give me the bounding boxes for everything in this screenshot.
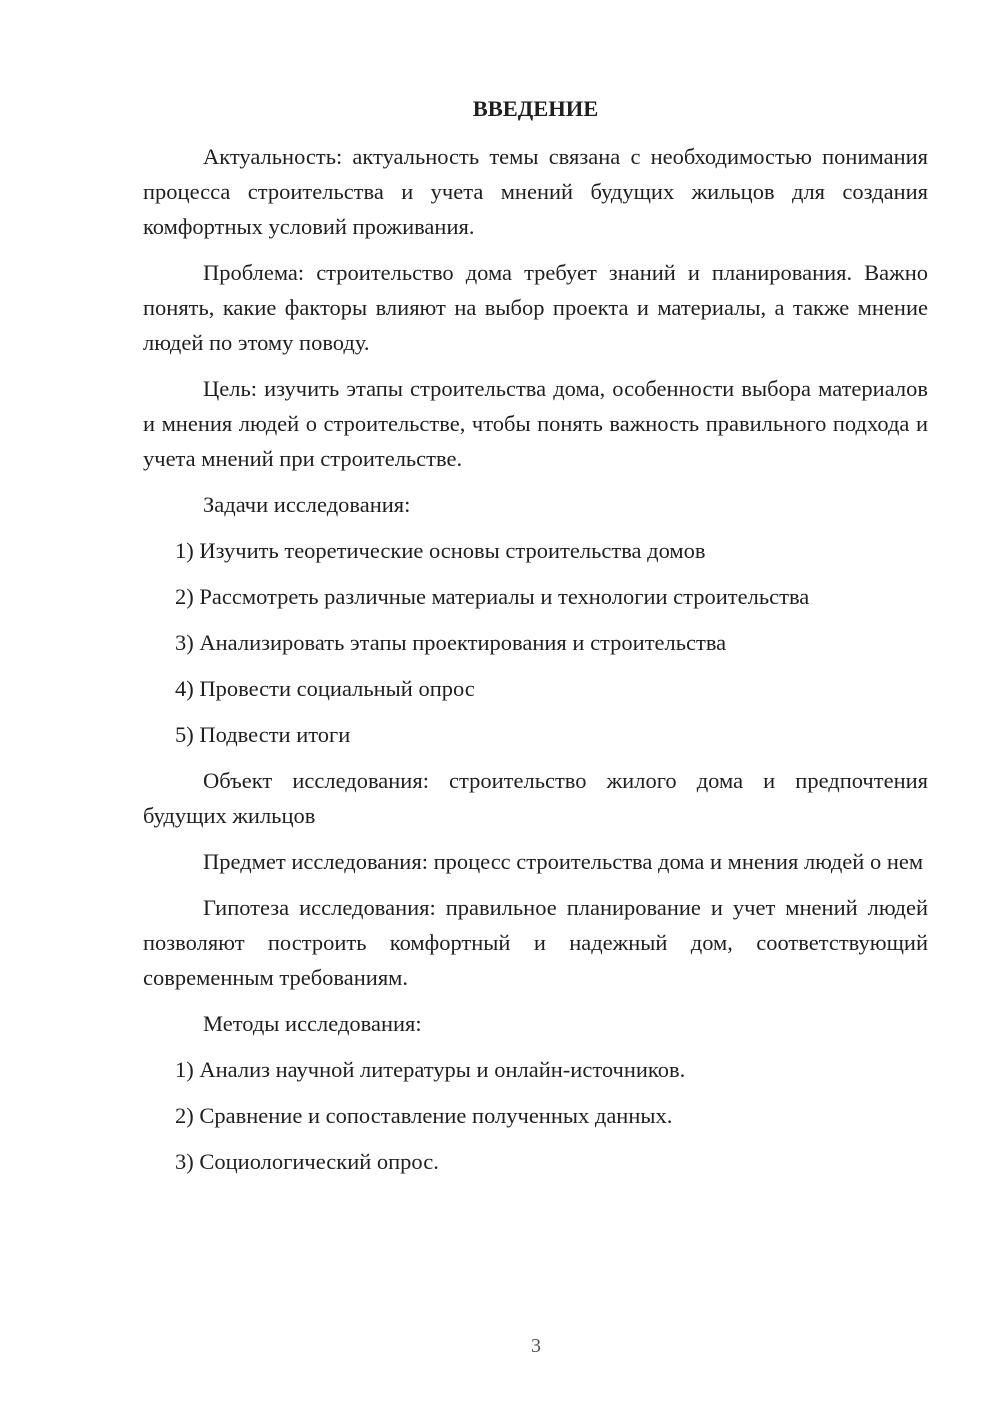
list-item: 1) Изучить теоретические основы строительства домов xyxy=(175,538,706,563)
list-item: 3) Социологический опрос. xyxy=(175,1149,439,1174)
list-item: 5) Подвести итоги xyxy=(175,722,351,747)
methods-label: Методы исследования: xyxy=(203,1011,422,1036)
list-item: 3) Анализировать этапы проектирования и строительства xyxy=(175,630,727,655)
list-item: 4) Провести социальный опрос xyxy=(175,676,475,701)
list-item: 1) Анализ научной литературы и онлайн-источников. xyxy=(175,1057,686,1082)
tasks-list xyxy=(143,533,928,752)
page-content xyxy=(143,92,928,1190)
list-item: 2) Сравнение и сопоставление полученных данных. xyxy=(175,1103,673,1128)
object-paragraph: Объект исследования: строительство жилого дома и предпочтения будущих жильцов xyxy=(143,768,928,828)
problem-paragraph: Проблема: строительство дома требует знаний и планирования. Важно понять, какие факторы влияют на выбор проекта и материалы, а также мнение людей по этому поводу. xyxy=(143,260,928,355)
section-title: ВВЕДЕНИЕ xyxy=(472,96,599,121)
subject-paragraph: Предмет исследования: процесс строительства дома и мнения людей о нем xyxy=(203,849,924,874)
list-item: 2) Рассмотреть различные материалы и технологии строительства xyxy=(175,584,810,609)
methods-list xyxy=(143,1052,928,1179)
page-number: 3 xyxy=(531,1335,541,1357)
goal-paragraph: Цель: изучить этапы строительства дома, особенности выбора материалов и мнения людей о строительстве, чтобы понять важность правильного подхода и учета мнений при строительстве. xyxy=(143,376,928,471)
relevance-paragraph: Актуальность: актуальность темы связана с необходимостью понимания процесса строительства и учета мнений будущих жильцов для создания комфортных условий проживания. xyxy=(143,144,928,239)
hypothesis-paragraph: Гипотеза исследования: правильное планирование и учет мнений людей позволяют построить комфортный и надежный дом, соответствующий современным требованиям. xyxy=(143,895,928,990)
tasks-label: Задачи исследования: xyxy=(203,492,411,517)
